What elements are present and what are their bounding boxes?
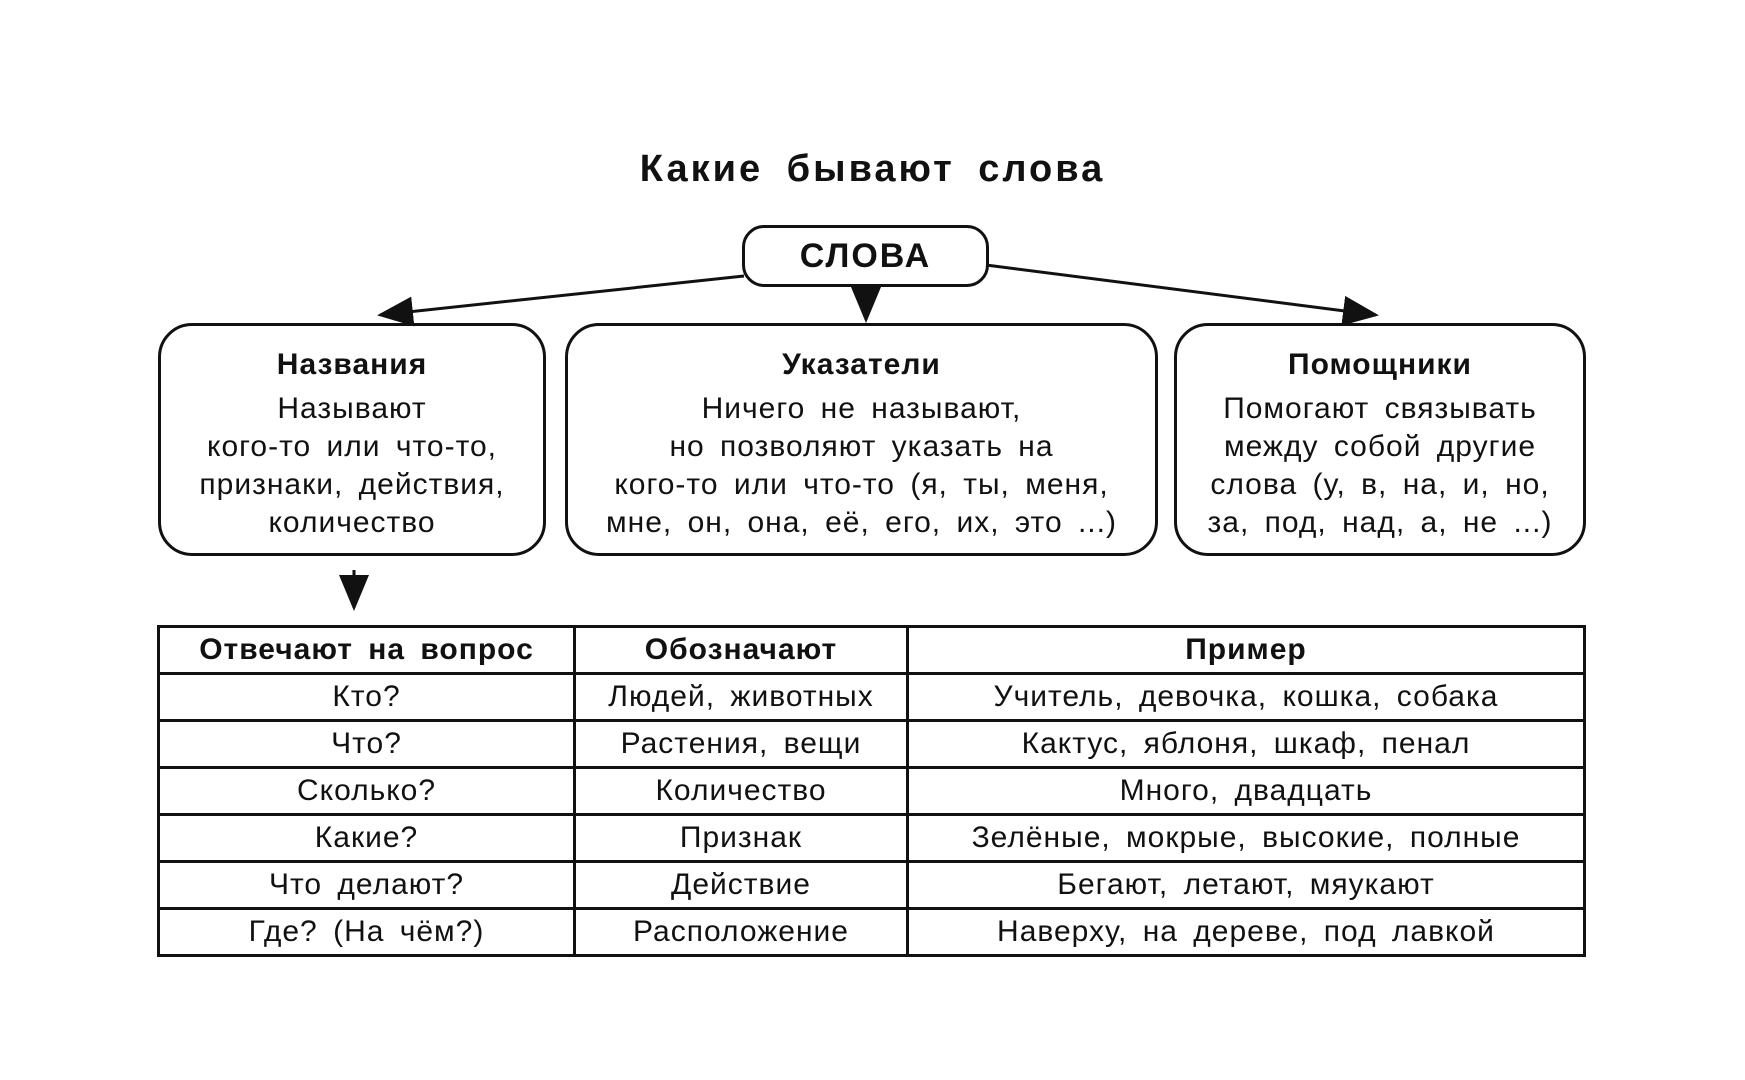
table-cell: Бегают, летают, мяукают <box>908 862 1585 909</box>
table-header-row <box>159 627 1585 674</box>
table-cell: Что делают? <box>159 862 575 909</box>
header-cell: Пример <box>908 627 1585 674</box>
table-row <box>159 909 1585 956</box>
table-cell: Зелёные, мокрые, высокие, полные <box>908 815 1585 862</box>
table-cell: Наверху, на дереве, под лавкой <box>908 909 1585 956</box>
category-names <box>158 323 546 556</box>
category-heading: Указатели <box>782 348 941 381</box>
table-cell: Учитель, девочка, кошка, собака <box>908 674 1585 721</box>
page-title: Какие бывают слова <box>639 148 1106 190</box>
table-cell: Расположение <box>575 909 908 956</box>
header-cell: Обозначают <box>575 627 908 674</box>
category-heading: Названия <box>276 348 428 381</box>
table-cell: Где? (На чём?) <box>159 909 575 956</box>
table-cell: Какие? <box>159 815 575 862</box>
table-row <box>159 862 1585 909</box>
table-cell: Много, двадцать <box>908 768 1585 815</box>
arrow-to-names <box>380 276 744 315</box>
table-row <box>159 815 1585 862</box>
category-helpers <box>1174 323 1586 556</box>
root-node: СЛОВА <box>742 225 989 287</box>
table-cell: Кто? <box>159 674 575 721</box>
category-text: Ничего не называют, но позволяют указать на кого-то или что-то (я, ты, меня, мне, он, она, её, его, их, это ...) <box>606 392 1117 539</box>
names-table <box>157 625 1586 957</box>
table-row <box>159 674 1585 721</box>
category-heading: Помощники <box>1288 348 1472 381</box>
table-cell: Кактус, яблоня, шкаф, пенал <box>908 721 1585 768</box>
table-cell: Действие <box>575 862 908 909</box>
table-cell: Людей, животных <box>575 674 908 721</box>
table-cell: Что? <box>159 721 575 768</box>
category-text: Помогают связывать между собой другие слова (у, в, на, и, но, за, под, над, а, не ...) <box>1207 392 1553 539</box>
header-cell: Отвечают на вопрос <box>159 627 575 674</box>
arrow-to-helpers <box>986 265 1376 315</box>
category-pointers <box>565 323 1158 556</box>
table-cell: Растения, вещи <box>575 721 908 768</box>
table-row <box>159 768 1585 815</box>
table-cell: Признак <box>575 815 908 862</box>
table-cell: Сколько? <box>159 768 575 815</box>
table-row <box>159 721 1585 768</box>
category-text: Называют кого-то или что-то, признаки, действия, количество <box>199 392 505 539</box>
table-cell: Количество <box>575 768 908 815</box>
